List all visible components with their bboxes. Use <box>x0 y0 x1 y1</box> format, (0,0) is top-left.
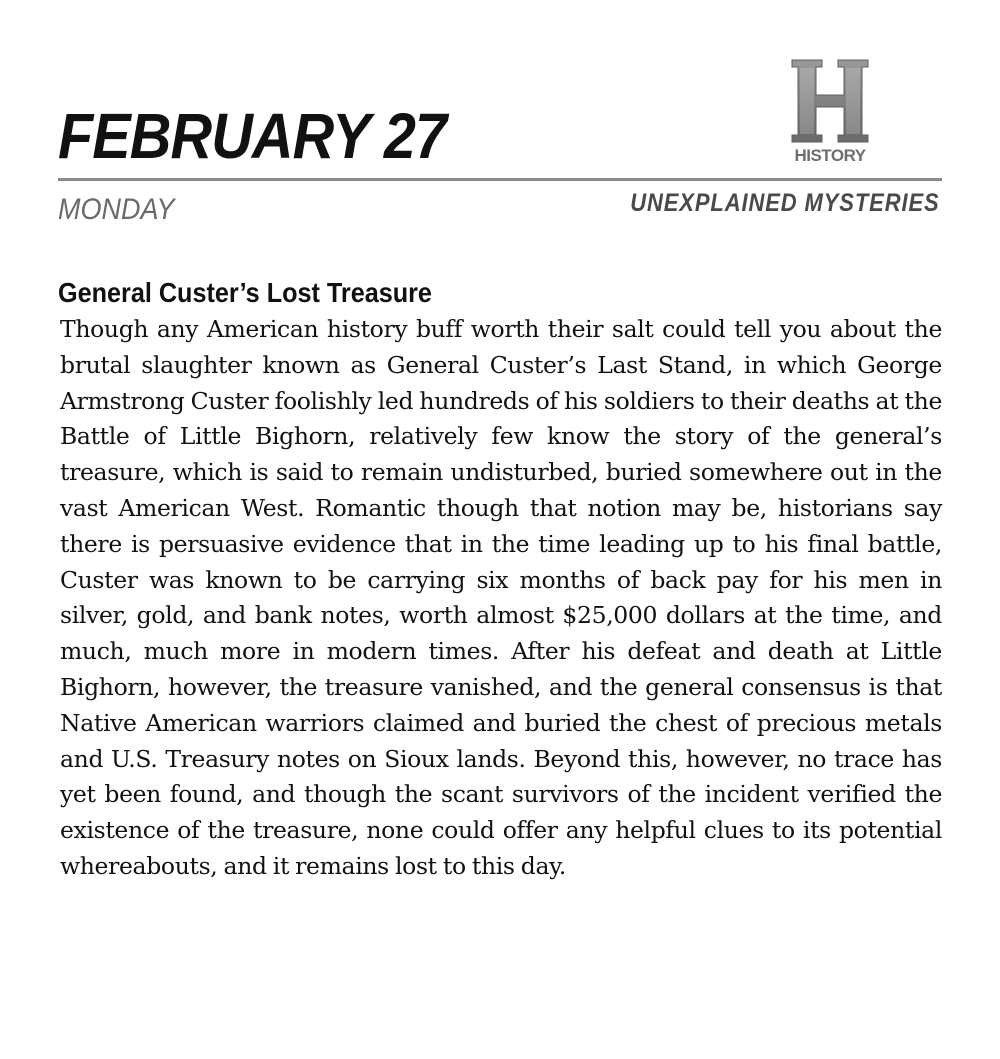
page-date: FEBRUARY 27 <box>58 100 447 172</box>
history-h-logo-icon <box>778 58 882 144</box>
header-divider <box>58 178 942 181</box>
article-body: Though any American history buff worth their salt could tell you about the brutal slaughter known as General Custer’s Last Stand, in which George Armstrong Custer foolishly led hundreds of his soldiers to their deaths at the Battle of Little Bighorn, relatively few know the story of the general’s treasure, which is said to remain undisturbed, buried somewhere out in the vast American West. Romantic though that notion may be, historians say there is persuasive evidence that in the time leading up to his final battle, Custer was known to be carrying six months of back pay for his men in silver, gold, and bank notes, worth almost $25,000 dollars at the time, and much, much more in modern times. After his defeat and death at Little Bighorn, however, the treasure vanished, and the general consensus is that Native American warriors claimed and buried the chest of precious metals and U.S. Treasury notes on Sioux lands. Beyond this, however, no trace has yet been found, and though the scant survivors of the incident verified the existence of the treasure, none could offer any helpful clues to its potential whereabouts, and it remains lost to this day. <box>60 315 942 880</box>
history-logo <box>778 58 882 170</box>
page-weekday: MONDAY <box>58 193 175 226</box>
article-title: General Custer’s Lost Treasure <box>58 277 432 308</box>
history-logo-text: HISTORY <box>794 146 866 165</box>
category-label: UNEXPLAINED MYSTERIES <box>630 189 940 217</box>
